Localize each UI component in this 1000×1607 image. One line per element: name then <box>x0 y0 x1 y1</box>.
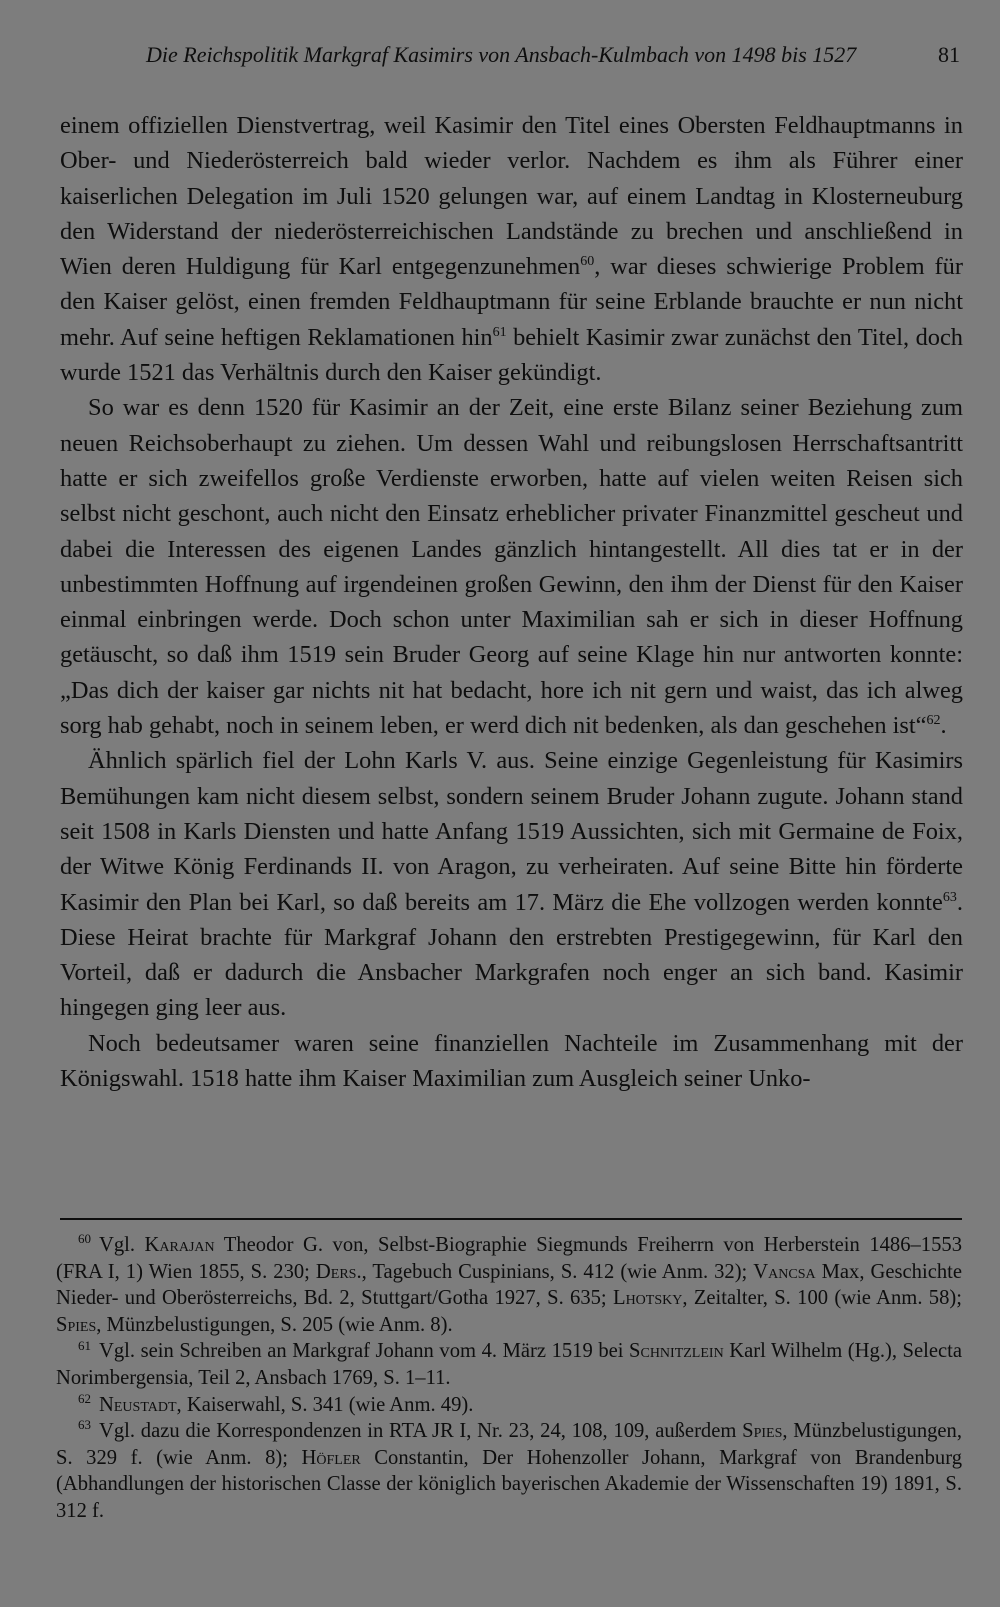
footnote-number: 61 <box>78 1337 91 1353</box>
footnote <box>56 1418 962 1524</box>
footnote-number: 60 <box>78 1231 91 1247</box>
paragraph <box>60 390 963 743</box>
author-name: Höfler <box>301 1446 361 1469</box>
footnote <box>56 1232 962 1338</box>
paragraph-text: behielt Kasimir zwar zunächst den Titel, doch wurde 1521 das Verhältnis durch den Kaiser gekündigt. <box>60 323 963 387</box>
footnote-text: Vgl. sein Schreiben an Markgraf Johann vom 4. März 1519 bei <box>99 1340 630 1363</box>
paragraph <box>60 1026 963 1097</box>
footnote-text: , Münzbelustigungen, S. 205 (wie Anm. 8). <box>96 1313 453 1336</box>
paragraph-text: , war dieses schwierige Problem für den Kaiser gelöst, einen fremden Feldhauptmann für seine Erblande brauchte er nun nicht mehr. Auf seine heftigen Reklamationen hin <box>60 253 963 351</box>
paragraph-text: Ähnlich spärlich fiel der Lohn Karls V. aus. Seine einzige Gegenleistung für Kasimirs Bemühungen kam nicht diesem selbst, sondern seinem Bruder Johann zugute. Johann stand seit 1508 in Karls Diensten und hatte Anfang 1519 Aussichten, sich mit Germaine de Foix, der Witwe König Ferdinands II. von Aragon, zu verheiraten. Auf seine Bitte hin förderte Kasimir den Plan bei Karl, so daß bereits am 17. März die Ehe vollzogen werden konnte <box>60 747 963 916</box>
footnote-number: 63 <box>78 1417 91 1433</box>
paragraph <box>60 743 963 1025</box>
running-title: Die Reichspolitik Markgraf Kasimirs von Ansbach-Kulmbach von 1498 bis 1527 <box>146 42 857 67</box>
main-text <box>60 108 963 1096</box>
footnote-divider <box>60 1218 962 1220</box>
paragraph-text: So war es denn 1520 für Kasimir an der Zeit, eine erste Bilanz seiner Beziehung zum neuen Reichsoberhaupt zu ziehen. Um dessen Wahl und reibungslosen Herrschaftsantritt hatte er sich zweifellos große Verdienste erworben, hatte auf vielen weiten Reisen sich selbst nicht geschont, auch nicht den Einsatz erheblicher privater Finanzmittel gescheut und dabei die Interessen des eigenen Landes gänzlich hintangestellt. All dies tat er in der unbestimmten Hoffnung auf irgendeinen großen Gewinn, den ihm der Dienst für den Kaiser einmal einbringen werde. Doch schon unter Maximilian sah er sich in dieser Hoffnung getäuscht, so daß ihm 1519 sein Bruder Georg auf seine Klage hin nur antworten konnte: „Das dich der kaiser gar nichts nit hat bedacht, hore ich nit gern und waist, das ich alweg sorg hab gehabt, noch in seinem leben, er werd dich nit bedenken, als dan geschehen ist“ <box>60 394 963 740</box>
footnote-text: , Kaiserwahl, S. 341 (wie Anm. 49). <box>176 1393 474 1416</box>
footnote-reference: 61 <box>492 324 507 340</box>
footnote-text: Vgl. <box>99 1234 145 1256</box>
author-name: Ders. <box>315 1260 362 1283</box>
running-header <box>60 36 960 76</box>
paragraph-text: Noch bedeutsamer waren seine finanziellen Nachteile im Zusammenhang mit der Königswahl. 1518 hatte ihm Kaiser Maximilian zum Ausgleich seiner Unko- <box>60 1029 963 1093</box>
author-name: Karajan <box>144 1234 215 1256</box>
paragraph-text: . <box>940 712 947 740</box>
paragraph-text: einem offiziellen Dienstvertrag, weil Kasimir den Titel eines Obersten Feldhauptmanns in Ober- und Niederösterreich bald wieder verlor. Nachdem es ihm als Führer einer kaiserlichen Delegation im Juli 1520 gelungen war, auf einem Landtag in Klosterneuburg den Widerstand der niederösterreichischen Landstände zu brechen und anschließend in Wien deren Huldigung für Karl entgegenzunehmen <box>60 112 963 281</box>
footnote-text: Constantin, Der Hohenzoller Johann, Markgraf von Brandenburg (Abhandlungen der historischen Classe der königlich bayerischen Akademie der Wissenschaften 19) 1891, S. 312 f. <box>56 1446 962 1522</box>
footnote-text: , Münzbelustigungen, S. 329 f. (wie Anm. 8); <box>56 1420 962 1469</box>
page-number: 81 <box>938 42 960 67</box>
footnote-text: , Zeitalter, S. 100 (wie Anm. 58); <box>682 1287 962 1310</box>
footnotes <box>56 1232 962 1525</box>
author-name: Vancsa <box>753 1260 816 1283</box>
paragraph-text: . Diese Heirat brachte für Markgraf Johann den erstrebten Prestigegewinn, für Karl den Vorteil, daß er dadurch die Ansbacher Markgrafen noch enger an sich band. Kasimir hingegen ging leer aus. <box>60 888 963 1022</box>
author-name: Spies <box>56 1313 97 1336</box>
footnote-number: 62 <box>78 1390 91 1406</box>
footnote-text: Karl Wilhelm (Hg.), Selecta Norimbergensia, Teil 2, Ansbach 1769, S. 1–11. <box>56 1340 962 1389</box>
footnote-text: Vgl. dazu die Korrespondenzen in RTA JR I, Nr. 23, 24, 108, 109, außerdem <box>99 1420 743 1443</box>
footnote-text: Max, Geschichte Nieder- und Oberösterreichs, Bd. 2, Stuttgart/Gotha 1927, S. 635; <box>56 1260 962 1310</box>
footnote-text: Theodor G. von, Selbst-Biographie Siegmunds Freiherrn von Herberstein 1486–1553 (FRA I, 1) Wien 1855, S. 230; <box>56 1234 962 1283</box>
footnote-reference: 62 <box>926 712 941 728</box>
footnote-text: , Tagebuch Cuspinians, S. 412 (wie Anm. 32); <box>361 1260 754 1283</box>
footnote-reference: 63 <box>942 889 957 905</box>
footnote-reference: 60 <box>580 254 595 270</box>
footnote <box>56 1392 962 1419</box>
author-name: Neustadt <box>99 1393 177 1416</box>
author-name: Lhotsky <box>612 1287 683 1310</box>
author-name: Schnitzlein <box>629 1340 724 1363</box>
author-name: Spies <box>742 1420 783 1443</box>
footnote <box>56 1338 962 1391</box>
paragraph <box>60 108 963 390</box>
